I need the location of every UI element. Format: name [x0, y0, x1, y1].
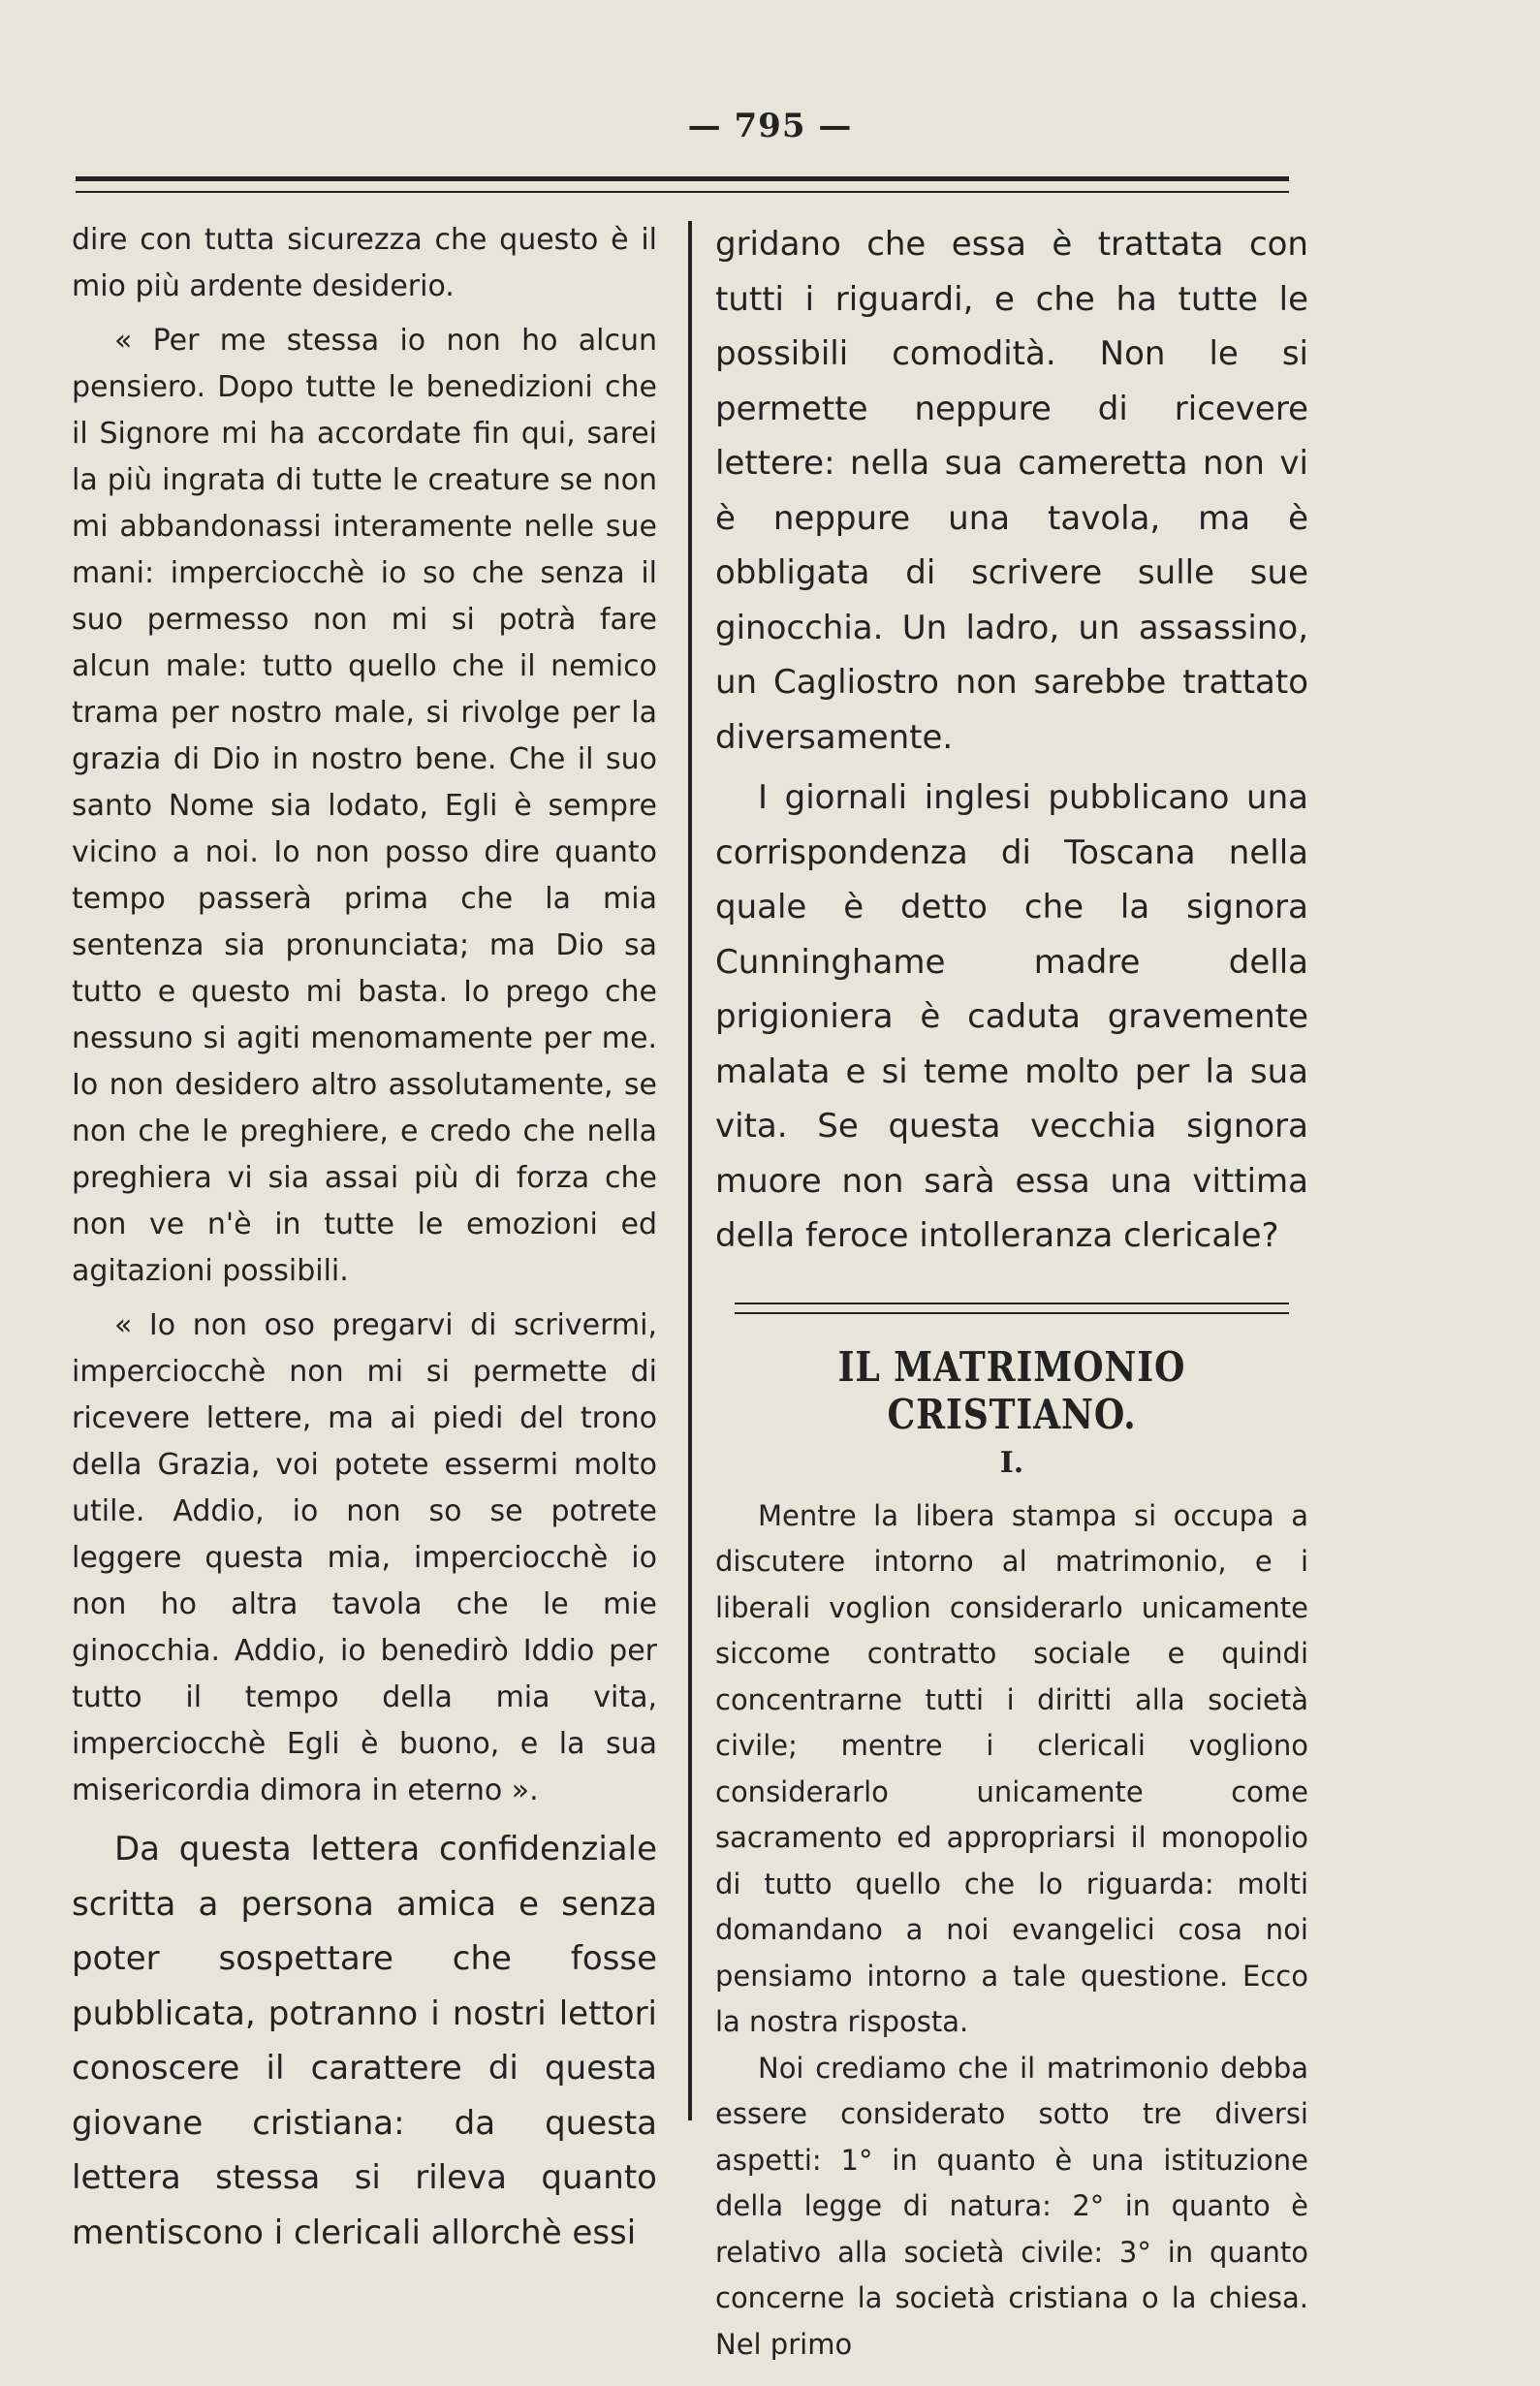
right-column: [715, 217, 1308, 2368]
paragraph: « Per me stessa io non ho alcun pensiero. Dopo tutte le benedizioni che il Signore mi ha accordate fin qui, sarei la più ingrata di tutte le creature se non mi abbandonassi interamente nelle sue mani: imperciocchè io so che senza il suo permesso non mi si potrà fare alcun male: tutto quello che il nemico trama per nostro male, si rivolge per la grazia di Dio in nostro bene. Che il suo santo Nome sia lodato, Egli è sempre vicino a noi. Io non posso dire quanto tempo passerà prima che la mia sentenza sia pronunciata; ma Dio sa tutto e questo mi basta. Io prego che nessuno si agiti menomamente per me. Io non desidero altro assolutamente, se non che le preghiere, e credo che nella preghiera vi sia assai più di forza che non ve n'è in tutte le emozioni ed agitazioni possibili.: [72, 324, 657, 1288]
paragraph: I giornali inglesi pubblicano una corrispondenza di Toscana nella quale è detto che la signora Cunninghame madre della prigioniera è caduta gravemente malata e si teme molto per la sua vita. Se questa vecchia signora muore non sarà essa una vittima della feroce intolleranza clericale?: [715, 778, 1308, 1255]
column-divider: [688, 221, 692, 2120]
section-title: IL MATRIMONIO CRISTIANO.: [837, 1342, 1186, 1438]
page-number: — 795 —: [687, 107, 853, 145]
section-number: I.: [999, 1445, 1024, 1480]
paragraph: dire con tutta sicurezza che questo è il mio più ardente desiderio.: [72, 223, 657, 303]
section-rule: [735, 1303, 1289, 1314]
paragraph: Da questa lettera confidenziale scritta a persona amica e senza poter sospettare che fosse pubblicata, potranno i nostri lettori conoscere il carattere di questa giovane cristiana: da questa lettera stessa si rileva quanto mentiscono i clericali allorchè essi: [72, 1830, 657, 2252]
paragraph: Noi crediamo che il matrimonio debba essere considerato sotto tre diversi aspetti: 1° in quanto è una istituzione della legge di natura: 2° in quanto è relativo alla società civile: 3° in quanto concerne la società cristiana o la chiesa. Nel primo: [715, 2051, 1308, 2361]
header-rule: [76, 176, 1289, 193]
paragraph: « Io non oso pregarvi di scrivermi, imperciocchè non mi si permette di ricevere lettere, ma ai piedi del trono della Grazia, voi potete essermi molto utile. Addio, io non so se potrete leggere questa mia, imperciocchè io non ho altra tavola che le mie ginocchia. Addio, io benedirò Iddio per tutto il tempo della mia vita, imperciocchè Egli è buono, e la sua misericordia dimora in eterno ».: [72, 1308, 657, 1807]
left-column: [72, 217, 657, 2260]
paragraph: Mentre la libera stampa si occupa a discutere intorno al matrimonio, e i liberali voglion considerarlo unicamente siccome contratto sociale e quindi concentrarne tutti i diritti alla società civile; mentre i clericali vogliono considerarlo unicamente come sacramento ed appropriarsi il monopolio di tutto quello che lo riguarda: molti domandano a noi evangelici cosa noi pensiamo intorno a tale questione. Ecco la nostra risposta.: [715, 1498, 1308, 2038]
paragraph: gridano che essa è trattata con tutti i riguardi, e che ha tutte le possibili comodità. Non le si permette neppure di ricevere lettere: nella sua cameretta non vi è neppure una tavola, ma è obbligata di scrivere sulle sue ginocchia. Un ladro, un assassino, un Cagliostro non sarebbe trattato diversamente.: [715, 225, 1308, 757]
